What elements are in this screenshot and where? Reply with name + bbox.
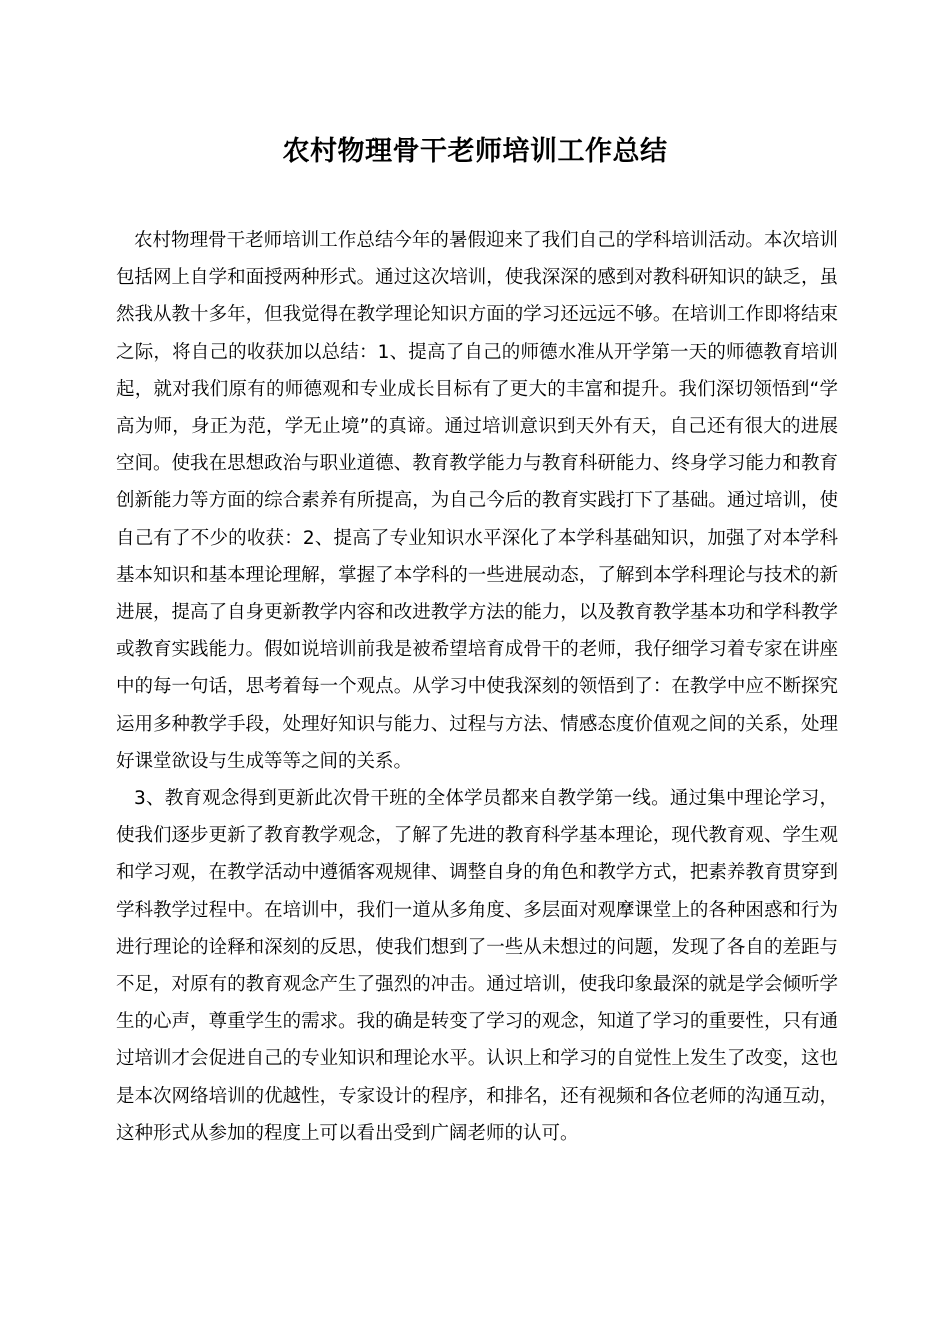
body-paragraph-2: 3、教育观念得到更新此次骨干班的全体学员都来自教学第一线。通过集中理论学习，使我们逐步更新了教育教学观念，了解了先进的教育科学基本理论，现代教育观、学生观和学习观，在教学活动中遵循客观规律、调整自身的角色和教学方式，把素养教育贯穿到学科教学过程中。在培训中，我们一道从多角度、多层面对观摩课堂上的各种困惑和行为进行理论的诠释和深刻的反思，使我们想到了一些从未想过的问题，发现了各自的差距与不足，对原有的教育观念产生了强烈的冲击。通过培训，使我印象最深的就是学会倾听学生的心声，尊重学生的需求。我的确是转变了学习的观念，知道了学习的重要性，只有通过培训才会促进自己的专业知识和理论水平。认识上和学习的自觉性上发生了改变，这也是本次网络培训的优越性，专家设计的程序，和排名，还有视频和各位老师的沟通互动，这种形式从参加的程度上可以看出受到广阔老师的认可。 xyxy=(116,788,838,1144)
document-title: 农村物理骨干老师培训工作总结 xyxy=(282,136,668,167)
document-body xyxy=(116,222,838,1152)
body-paragraph-1: 农村物理骨干老师培训工作总结今年的暑假迎来了我们自己的学科培训活动。本次培训包括网上自学和面授两种形式。通过这次培训，使我深深的感到对教科研知识的缺乏，虽然我从教十多年，但我觉得在教学理论知识方面的学习还远远不够。在培训工作即将结束之际，将自己的收获加以总结：1、提高了自己的师德水准从开学第一天的师德教育培训起，就对我们原有的师德观和专业成长目标有了更大的丰富和提升。我们深切领悟到“学高为师，身正为范，学无止境”的真谛。通过培训意识到天外有天，自己还有很大的进展空间。使我在思想政治与职业道德、教育教学能力与教育科研能力、终身学习能力和教育创新能力等方面的综合素养有所提高，为自己今后的教育实践打下了基础。通过培训，使自己有了不少的收获：2、提高了专业知识水平深化了本学科基础知识，加强了对本学科基本知识和基本理论理解，掌握了本学科的一些进展动态，了解到本学科理论与技术的新进展，提高了自身更新教学内容和改进教学方法的能力，以及教育教学基本功和学科教学或教育实践能力。假如说培训前我是被希望培育成骨干的老师，我仔细学习着专家在讲座中的每一句话，思考着每一个观点。从学习中使我深刻的领悟到了：在教学中应不断探究运用多种教学手段，处理好知识与能力、过程与方法、情感态度价值观之间的关系，处理好课堂欲设与生成等等之间的关系。 xyxy=(116,230,838,772)
